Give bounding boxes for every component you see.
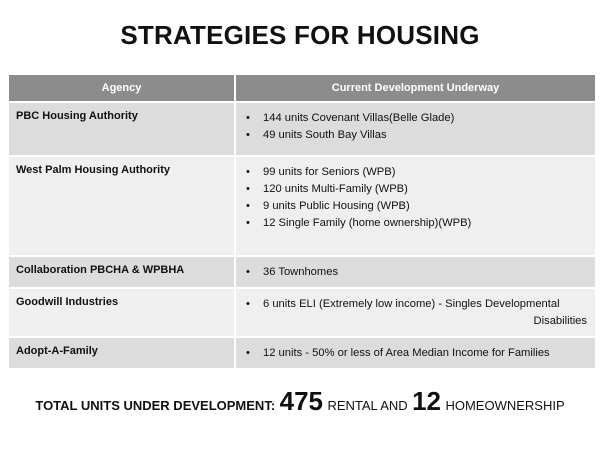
list-item-text: 6 units ELI (Extremely low income) - Singles Developmental — [263, 298, 560, 310]
list-item: • 144 units Covenant Villas(Belle Glade) — [243, 110, 589, 127]
unit-list — [243, 110, 589, 144]
unit-list — [243, 164, 589, 232]
unit-list — [243, 264, 589, 281]
agency-cell: PBC Housing Authority — [9, 102, 235, 156]
list-item-continuation: Disabilities — [533, 315, 587, 327]
list-item — [243, 296, 589, 330]
unit-list — [243, 296, 589, 330]
homeownership-label: HOMEOWNERSHIP — [445, 398, 565, 413]
total-label: TOTAL UNITS UNDER DEVELOPMENT: — [35, 398, 276, 413]
agency-cell: West Palm Housing Authority — [9, 156, 235, 256]
page-title: STRATEGIES FOR HOUSING — [120, 20, 480, 50]
total-units-summary — [0, 386, 600, 417]
table-header-row — [9, 75, 595, 102]
rental-count: 475 — [279, 386, 323, 416]
agency-cell: Collaboration PBCHA & WPBHA — [9, 256, 235, 288]
column-header-agency: Agency — [9, 75, 235, 102]
table-row — [9, 156, 595, 256]
list-item: • 120 units Multi-Family (WPB) — [243, 181, 589, 198]
development-cell — [235, 288, 595, 337]
list-item: • 36 Townhomes — [243, 264, 589, 281]
list-item: • 12 units - 50% or less of Area Median Income for Families — [243, 345, 589, 362]
list-item: • 9 units Public Housing (WPB) — [243, 198, 589, 215]
table-row — [9, 102, 595, 156]
development-cell — [235, 102, 595, 156]
unit-list — [243, 345, 589, 362]
agency-cell: Adopt-A-Family — [9, 337, 235, 368]
list-item: • 12 Single Family (home ownership)(WPB) — [243, 215, 589, 232]
housing-strategies-table — [9, 75, 595, 368]
list-item: • 99 units for Seniors (WPB) — [243, 164, 589, 181]
development-cell — [235, 337, 595, 368]
table-row — [9, 256, 595, 288]
agency-cell: Goodwill Industries — [9, 288, 235, 337]
development-cell — [235, 256, 595, 288]
development-cell — [235, 156, 595, 256]
homeownership-count: 12 — [412, 386, 442, 416]
table-row — [9, 288, 595, 337]
list-item: • 49 units South Bay Villas — [243, 127, 589, 144]
rental-label: RENTAL AND — [327, 398, 408, 413]
column-header-development: Current Development Underway — [235, 75, 595, 102]
table-row — [9, 337, 595, 368]
